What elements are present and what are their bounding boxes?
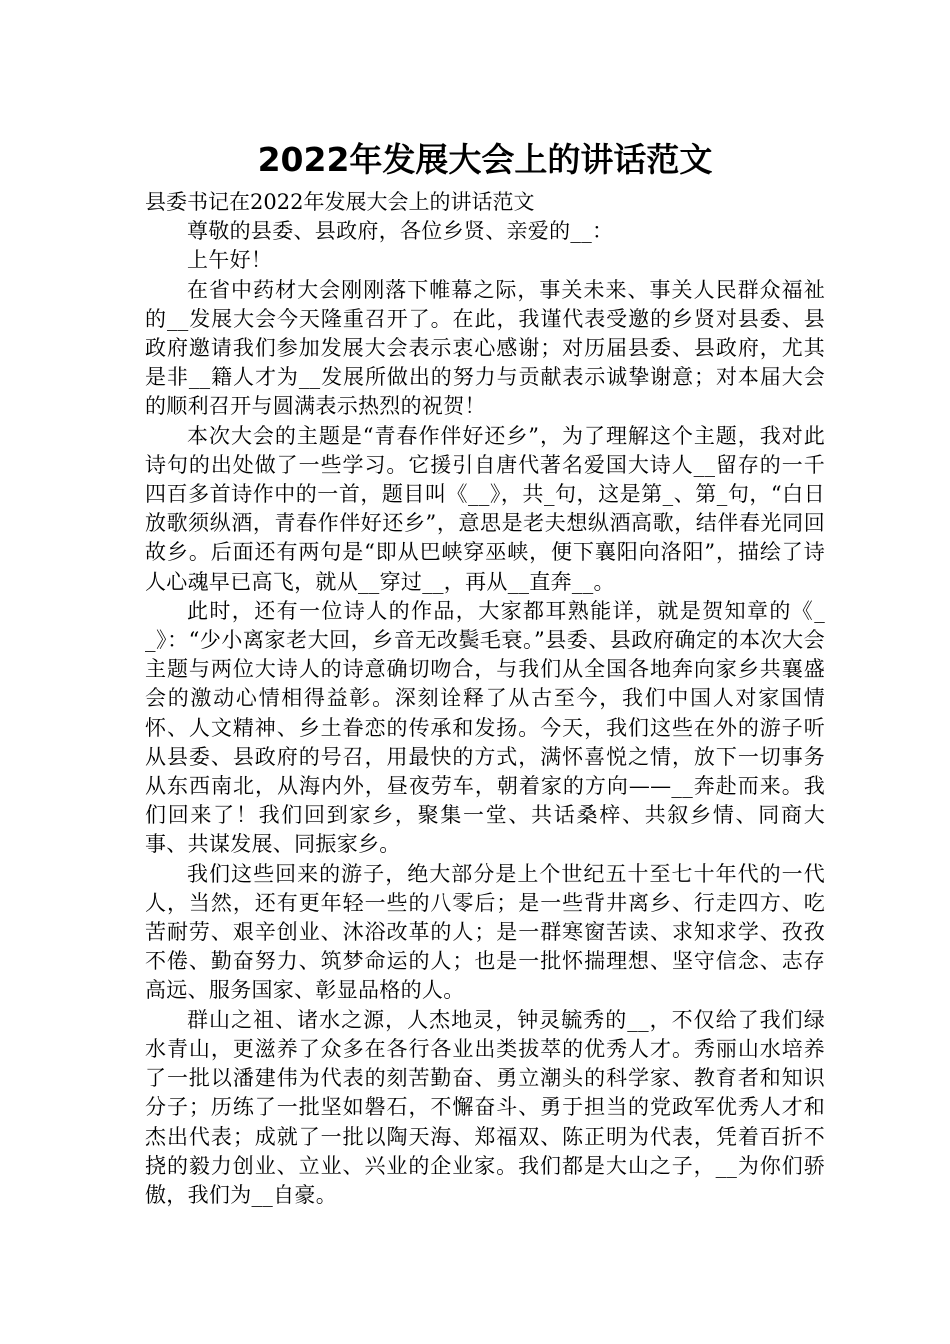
document-subtitle: 县委书记在2022年发展大会上的讲话范文 xyxy=(145,190,535,214)
paragraph-salutation: 尊敬的县委、县政府，各位乡贤、亲爱的__： xyxy=(187,219,614,244)
paragraph-poem: 此时，还有一位诗人的作品，大家都耳熟能详，就是贺知章的《__》：“少小离家老大回，乡音无改鬓毛衰。”县委、县政府确定的本次大会主题与两位大诗人的诗意确切吻合，与我们从全国各地奔向家乡共襄盛会的激动心情相得益彰。深刻诠释了从古至今，我们中国人对家国情怀、人文精神、乡土眷恋的传承和发扬。今天，我们这些在外的游子听从县委、县政府的号召，用最快的方式，满怀喜悦之情，放下一切事务从东西南北，从海内外，昼夜劳车，朝着家的方向——__奔赴而来。我们回来了！我们回到家乡，聚集一堂、共话桑梓、共叙乡情、同商大事、共谋发展、同振家乡。 xyxy=(145,598,825,857)
document-title: 2022年发展大会上的讲话范文 xyxy=(257,140,713,179)
paragraph-talents: 群山之祖、诸水之源，人杰地灵，钟灵毓秀的__，不仅给了我们绿水青山，更滋养了众多在各行各业出类拔萃的优秀人才。秀丽山水培养了一批以潘建伟为代表的刻苦勤奋、勇立潮头的科学家、教育者和知识分子；历练了一批坚如磐石，不懈奋斗、勇于担当的党政军优秀人才和杰出代表；成就了一批以陶天海、郑福双、陈正明为代表，凭着百折不挠的毅力创业、立业、兴业的企业家。我们都是大山之子，__为你们骄傲，我们为__自豪。 xyxy=(145,1007,825,1207)
paragraph-greeting: 上午好！ xyxy=(187,248,273,273)
paragraph-opening: 在省中药材大会刚刚落下帷幕之际，事关未来、事关人民群众福祉的__发展大会今天隆重召开了。在此，我谨代表受邀的乡贤对县委、县政府邀请我们参加发展大会表示衷心感谢；对历届县委、县政府，尤其是非__籍人才为__发展所做出的努力与贡献表示诚挚谢意；对本届大会的顺利召开与圆满表示热烈的祝贺！ xyxy=(145,277,825,419)
document-page xyxy=(145,138,825,1210)
paragraph-wanderers: 我们这些回来的游子，绝大部分是上个世纪五十至七十年代的一代人，当然，还有更年轻一些的八零后；是一些背井离乡、行走四方、吃苦耐劳、艰辛创业、沐浴改革的人；是一群寒窗苦读、求知求学、孜孜不倦、勤奋努力、筑梦命运的人；也是一批怀揣理想、坚守信念、志存高远、服务国家、彰显品格的人。 xyxy=(145,861,825,1003)
paragraph-theme: 本次大会的主题是“青春作伴好还乡”，为了理解这个主题，我对此诗句的出处做了一些学习。它援引自唐代著名爱国大诗人__留存的一千四百多首诗作中的一首，题目叫《__》，共_句，这是第_、第_句，“白日放歌须纵酒，青春作伴好还乡”，意思是老夫想纵酒高歌，结伴春光同回故乡。后面还有两句是“即从巴峡穿巫峡，便下襄阳向洛阳”，描绘了诗人心魂早已高飞，就从__穿过__，再从__直奔__。 xyxy=(145,423,825,594)
